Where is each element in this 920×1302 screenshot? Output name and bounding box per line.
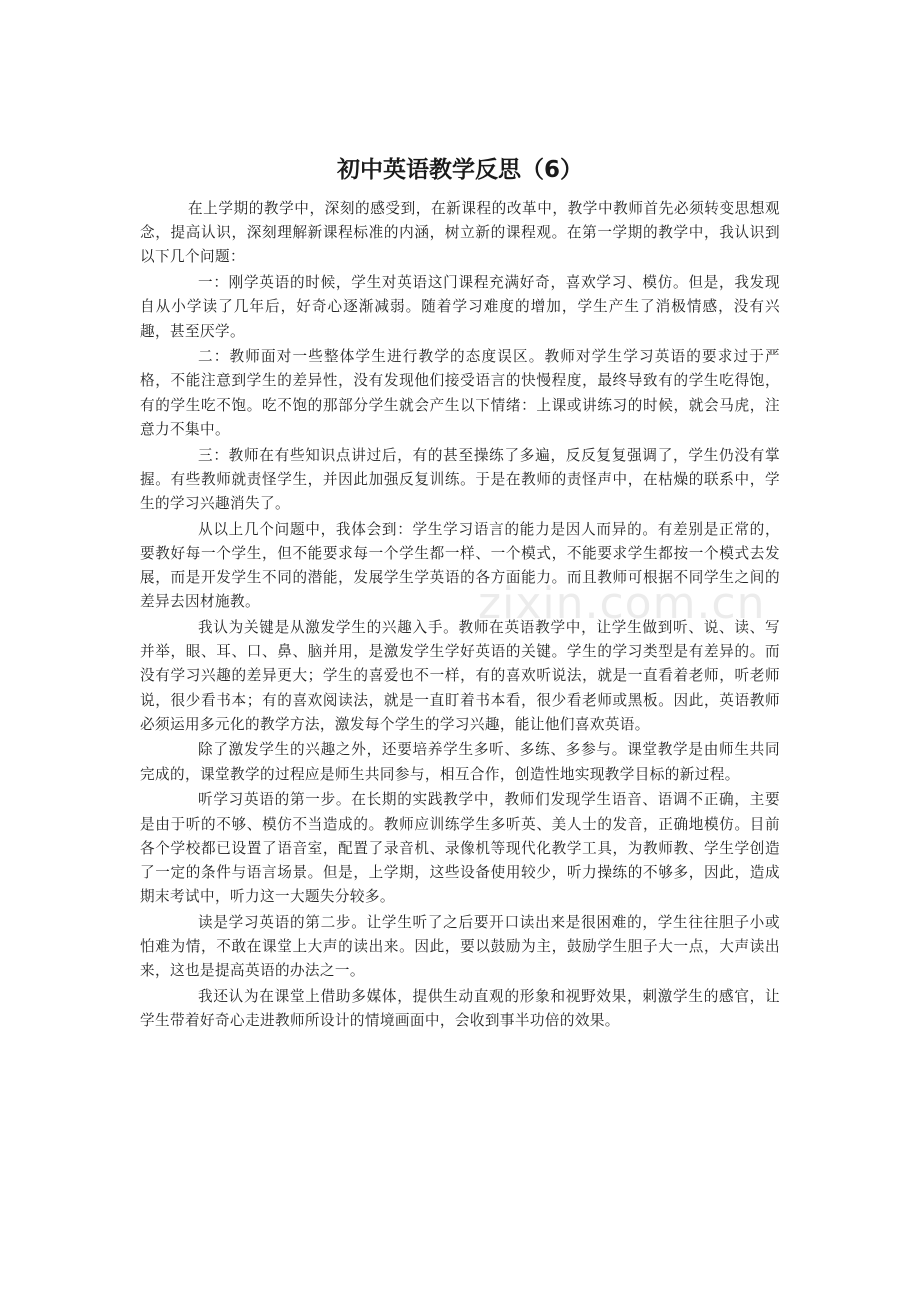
paragraph-interest: 我认为关键是从激发学生的兴趣入手。教师在英语教学中，让学生做到听、说、读、写并举，眼、耳、口、鼻、脑并用，是激发学生学好英语的关键。学生的学习类型是有差异的。而没有学习兴趣的差异更大；学生的喜爱也不一样，有的喜欢听说法，就是一直看着老师，听老师说，很少看书本；有的喜欢阅读法，就是一直盯着书本看，很少看老师或黑板。因此，英语教师必须运用多元化的教学方法，激发每个学生的学习兴趣，能让他们喜欢英语。 (140, 618, 780, 733)
paragraph-participation: 除了激发学生的兴趣之外，还要培养学生多听、多练、多参与。课堂教学是由师生共同完成的，课堂教学的过程应是师生共同参与，相互合作，创造性地实现教学目标的新过程。 (140, 741, 780, 783)
paragraph-intro: 在上学期的教学中，深刻的感受到，在新课程的改革中，教学中教师首先必须转变思想观念，提高认识，深刻理解新课程标准的内涵，树立新的课程观。在第一学期的教学中，我认识到以下几个问题： (140, 200, 780, 266)
paragraph-problem-1: 一：刚学英语的时候，学生对英语这门课程充满好奇，喜欢学习、模仿。但是，我发现自从小学读了几年后，好奇心逐渐减弱。随着学习难度的增加，学生产生了消极情感，没有兴趣，甚至厌学。 (140, 274, 780, 340)
paragraph-problem-3: 三：教师在有些知识点讲过后，有的甚至操练了多遍，反反复复强调了，学生仍没有掌握。有些教师就责怪学生，并因此加强反复训练。于是在教师的责怪声中，在枯燥的联系中，学生的学习兴趣消失了。 (140, 446, 780, 512)
paragraph-insight: 从以上几个问题中，我体会到：学生学习语言的能力是因人而异的。有差别是正常的，要教好每一个学生，但不能要求每一个学生都一样、一个模式，不能要求学生都按一个模式去发展，而是开发学生不同的潜能，发展学生学英语的各方面能力。而且教师可根据不同学生之间的差异去因材施教。 (140, 520, 780, 611)
document-title: 初中英语教学反思（6） (336, 157, 583, 183)
paragraph-problem-2: 二：教师面对一些整体学生进行教学的态度误区。教师对学生学习英语的要求过于严格，不能注意到学生的差异性，没有发现他们接受语言的快慢程度，最终导致有的学生吃得饱，有的学生吃不饱。吃不饱的那部分学生就会产生以下情绪：上课或讲练习的时候，就会马虎，注意力不集中。 (140, 348, 780, 438)
paragraph-listening: 听学习英语的第一步。在长期的实践教学中，教师们发现学生语音、语调不正确，主要是由于听的不够、模仿不当造成的。教师应训练学生多听英、美人士的发音，正确地模仿。目前各个学校都已设置了语音室，配置了录音机、录像机等现代化教学工具，为教师教、学生学创造了一定的条件与语言场景。但是，上学期，这些设备使用较少，听力操练的不够多，因此，造成期末考试中，听力这一大题失分较多。 (140, 791, 780, 906)
document-body (140, 197, 780, 1033)
paragraph-reading: 读是学习英语的第二步。让学生听了之后要开口读出来是很困难的，学生往往胆子小或怕难为情，不敢在课堂上大声的读出来。因此，要以鼓励为主，鼓励学生胆子大一点，大声读出来，这也是提高英语的办法之一。 (140, 913, 780, 980)
paragraph-multimedia: 我还认为在课堂上借助多媒体，提供生动直观的形象和视野效果，刺激学生的感官，让学生带着好奇心走进教师所设计的情境画面中，会收到事半功倍的效果。 (140, 988, 780, 1030)
watermark: zixin.com.cn (478, 578, 766, 629)
